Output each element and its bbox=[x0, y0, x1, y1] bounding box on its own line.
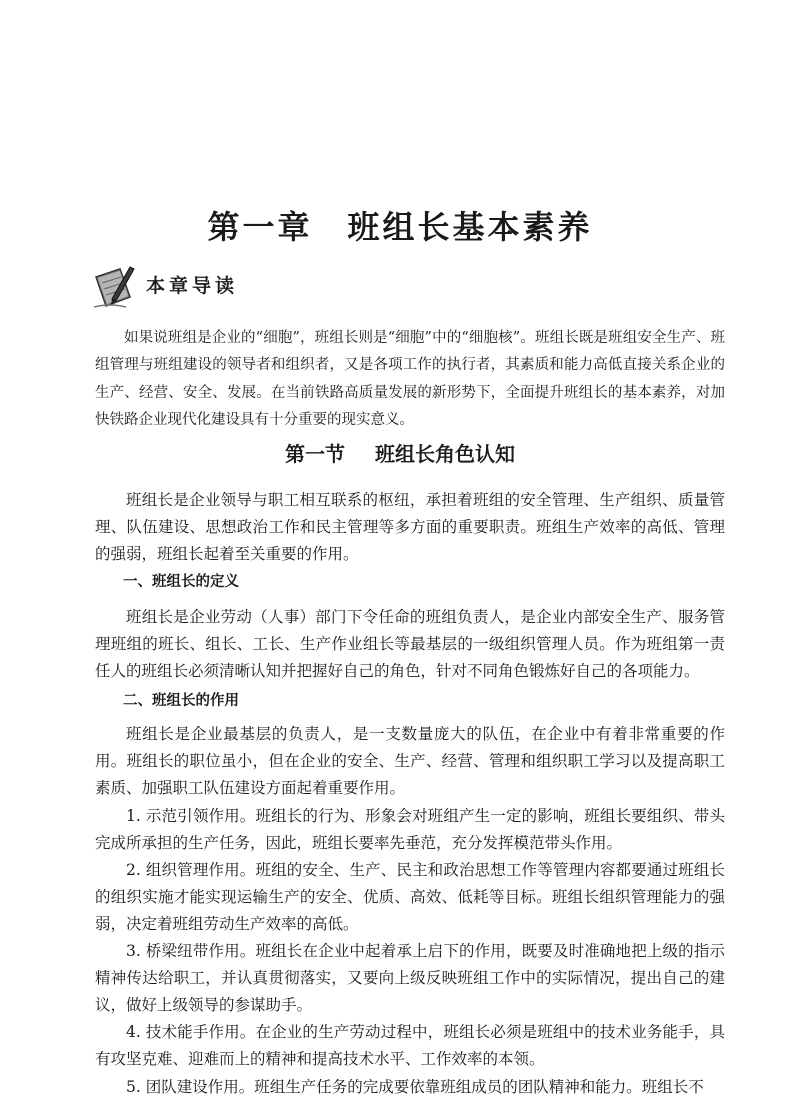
chapter-guide-label: 本章导读 bbox=[146, 274, 239, 297]
body-paragraph: 班组长是企业劳动（人事）部门下令任命的班组负责人，是企业内部安全生产、服务管理班组的班长、组长、工长、生产作业组长等最基层的一级组织管理人员。作为班组第一责任人的班组长必须清晰认知并把握好自己的角色，针对不同角色锻炼好自己的各项能力。 bbox=[95, 608, 725, 680]
list-item: 5. 团队建设作用。班组生产任务的完成要依靠班组成员的团队精神和能力。班组长不 bbox=[126, 1078, 704, 1096]
body-paragraph: 班组长是企业领导与职工相互联系的枢纽，承担着班组的安全管理、生产组织、质量管理、队伍建设、思想政治工作和民主管理等多方面的重要职责。班组生产效率的高低、管理的强弱，班组长起着至关重要的作用。 bbox=[95, 491, 725, 563]
list-item: 1. 示范引领作用。班组长的行为、形象会对班组产生一定的影响，班组长要组织、带头完成所承担的生产任务，因此，班组长要率先垂范，充分发挥模范带头作用。 bbox=[95, 807, 725, 852]
list-item: 2. 组织管理作用。班组的安全、生产、民主和政治思想工作等管理内容都要通过班组长的组织实施才能实现运输生产的安全、优质、高效、低耗等目标。班组长组织管理能力的强弱，决定着班组劳动生产效率的高低。 bbox=[95, 861, 725, 933]
section-name: 班组长角色认知 bbox=[375, 442, 515, 466]
subheading-role: 二、班组长的作用 bbox=[123, 693, 239, 709]
list-item: 3. 桥梁纽带作用。班组长在企业中起着承上启下的作用，既要及时准确地把上级的指示精神传达给职工，并认真贯彻落实，又要向上级反映班组工作中的实际情况，提出自己的建议，做好上级领导的参谋助手。 bbox=[95, 942, 725, 1014]
section-number: 第一节 bbox=[285, 442, 345, 466]
section-title bbox=[0, 438, 800, 467]
notebook-pencil-icon bbox=[90, 263, 138, 311]
subheading-definition: 一、班组长的定义 bbox=[123, 574, 239, 590]
chapter-intro-paragraph: 如果说班组是企业的“细胞”，班组长则是“细胞”中的“细胞核”。班组长既是班组安全生产、班组管理与班组建设的领导者和组织者，又是各项工作的执行者，其素质和能力高低直接关系企业的生产、经营、安全、发展。在当前铁路高质量发展的新形势下，全面提升班组长的基本素养，对加快铁路企业现代化建设具有十分重要的现实意义。 bbox=[95, 330, 725, 428]
body-paragraph: 班组长是企业最基层的负责人，是一支数量庞大的队伍，在企业中有着非常重要的作用。班组长的职位虽小，但在企业的安全、生产、经营、管理和组织职工学习以及提高职工素质、加强职工队伍建设方面起着重要作用。 bbox=[95, 725, 725, 797]
list-item: 4. 技术能手作用。在企业的生产劳动过程中，班组长必须是班组中的技术业务能手，具有攻坚克难、迎难而上的精神和提高技术水平、工作效率的本领。 bbox=[95, 1023, 725, 1068]
chapter-title: 第一章 班组长基本素养 bbox=[207, 208, 593, 246]
chapter-guide-header bbox=[90, 262, 238, 312]
